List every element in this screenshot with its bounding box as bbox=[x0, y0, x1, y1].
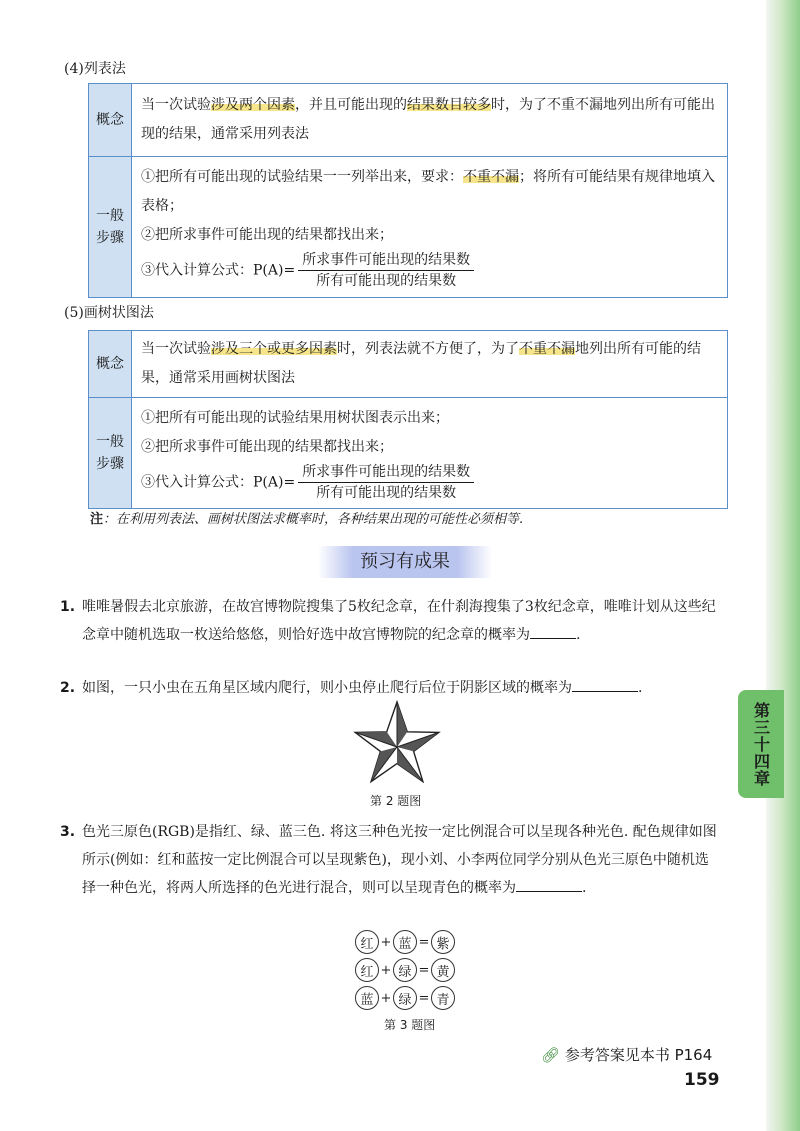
star-figure bbox=[352, 700, 442, 786]
color-rule-row: 蓝 + 绿 = 青 bbox=[355, 986, 455, 1010]
formula-fraction: $\frac{\text{所求事件可能出现的结果数}}{\text{所有可能出现的结果数}}$ bbox=[298, 250, 474, 291]
note: 注：在利用列表法、画树状图法求概率时，各种结果出现的可能性必须相等. bbox=[90, 512, 524, 527]
section5-title: (5)画树状图法 bbox=[64, 305, 154, 321]
steps-label: 一般步骤 bbox=[89, 398, 132, 509]
steps-label: 一般步骤 bbox=[89, 157, 132, 298]
list-method-table bbox=[88, 83, 728, 298]
concept-label: 概念 bbox=[89, 84, 132, 157]
step-2: ②把所求事件可能出现的结果都找出来； bbox=[141, 227, 393, 243]
chapter-tab: 第三十四章 bbox=[738, 690, 784, 798]
question-1: 1. 唯唯暑假去北京旅游，在故宫博物院搜集了5枚纪念章，在什刹海搜集了3枚纪念章，唯唯计划从这些纪念章中随机选取一枚送给悠悠，则恰好选中故宫博物院的纪念章的概率为 . bbox=[60, 599, 716, 643]
concept-text: 当一次试验涉及三个或更多因素时，列表法就不方便了，为了不重不漏地列出所有可能的结果，通常采用画树状图法 bbox=[132, 331, 728, 398]
answer-blank bbox=[572, 675, 638, 692]
link-icon: 🔗︎ bbox=[541, 1046, 561, 1064]
steps-text bbox=[132, 398, 728, 509]
concept-text: 当一次试验涉及两个因素，并且可能出现的结果数目较多时，为了不重不漏地列出所有可能出现的结果，通常采用列表法 bbox=[132, 84, 728, 157]
question-2: 2. 如图，一只小虫在五角星区域内爬行，则小虫停止爬行后位于阴影区域的概率为 . bbox=[82, 674, 722, 702]
step-1: ①把所有可能出现的试验结果一一列举出来，要求：不重不漏；将所有可能结果有规律地填入表格； bbox=[141, 169, 715, 214]
formula-fraction: $\frac{\text{所求事件可能出现的结果数}}{\text{所有可能出现的结果数}}$ bbox=[298, 462, 474, 503]
figure-2-caption: 第 2 题图 bbox=[370, 794, 422, 808]
step-3: ③代入计算公式：P(A)= $\frac{\text{所求事件可能出现的结果数}}{\text{所有可能出现的结果数}}$ bbox=[141, 250, 719, 291]
step-1: ①把所有可能出现的试验结果用树状图表示出来； bbox=[141, 409, 449, 426]
page-edge bbox=[766, 0, 800, 1131]
tree-method-table bbox=[88, 330, 728, 509]
step-2: ②把所求事件可能出现的结果都找出来； bbox=[141, 438, 393, 455]
section4-title: (4)列表法 bbox=[64, 61, 126, 77]
steps-text bbox=[132, 157, 728, 298]
answer-blank bbox=[530, 622, 576, 639]
answer-blank bbox=[516, 875, 582, 892]
question-3: 3. 色光三原色(RGB)是指红、绿、蓝三色. 将这三种色光按一定比例混合可以呈现各种光色. 配色规律如图所示(例如：红和蓝按一定比例混合可以呈现紫色)，现小刘、小李两位同学分别从色光三原色中随机选择一种色光，将两人所选择的色光进行混合，则可以呈现青色的概率为 . bbox=[60, 824, 717, 896]
step-3: ③代入计算公式：P(A)= $\frac{\text{所求事件可能出现的结果数}}{\text{所有可能出现的结果数}}$ bbox=[141, 462, 719, 503]
concept-label: 概念 bbox=[89, 331, 132, 398]
color-rule-row: 红 + 绿 = 黄 bbox=[355, 958, 455, 982]
page-number: 159 bbox=[684, 1070, 720, 1090]
figure-3-caption: 第 3 题图 bbox=[384, 1018, 436, 1032]
color-rule-row: 红 + 蓝 = 紫 bbox=[355, 930, 455, 954]
section-banner: 预习有成果 bbox=[318, 546, 492, 578]
answer-reference: 🔗︎ 参考答案见本书 P164 bbox=[541, 1046, 713, 1064]
